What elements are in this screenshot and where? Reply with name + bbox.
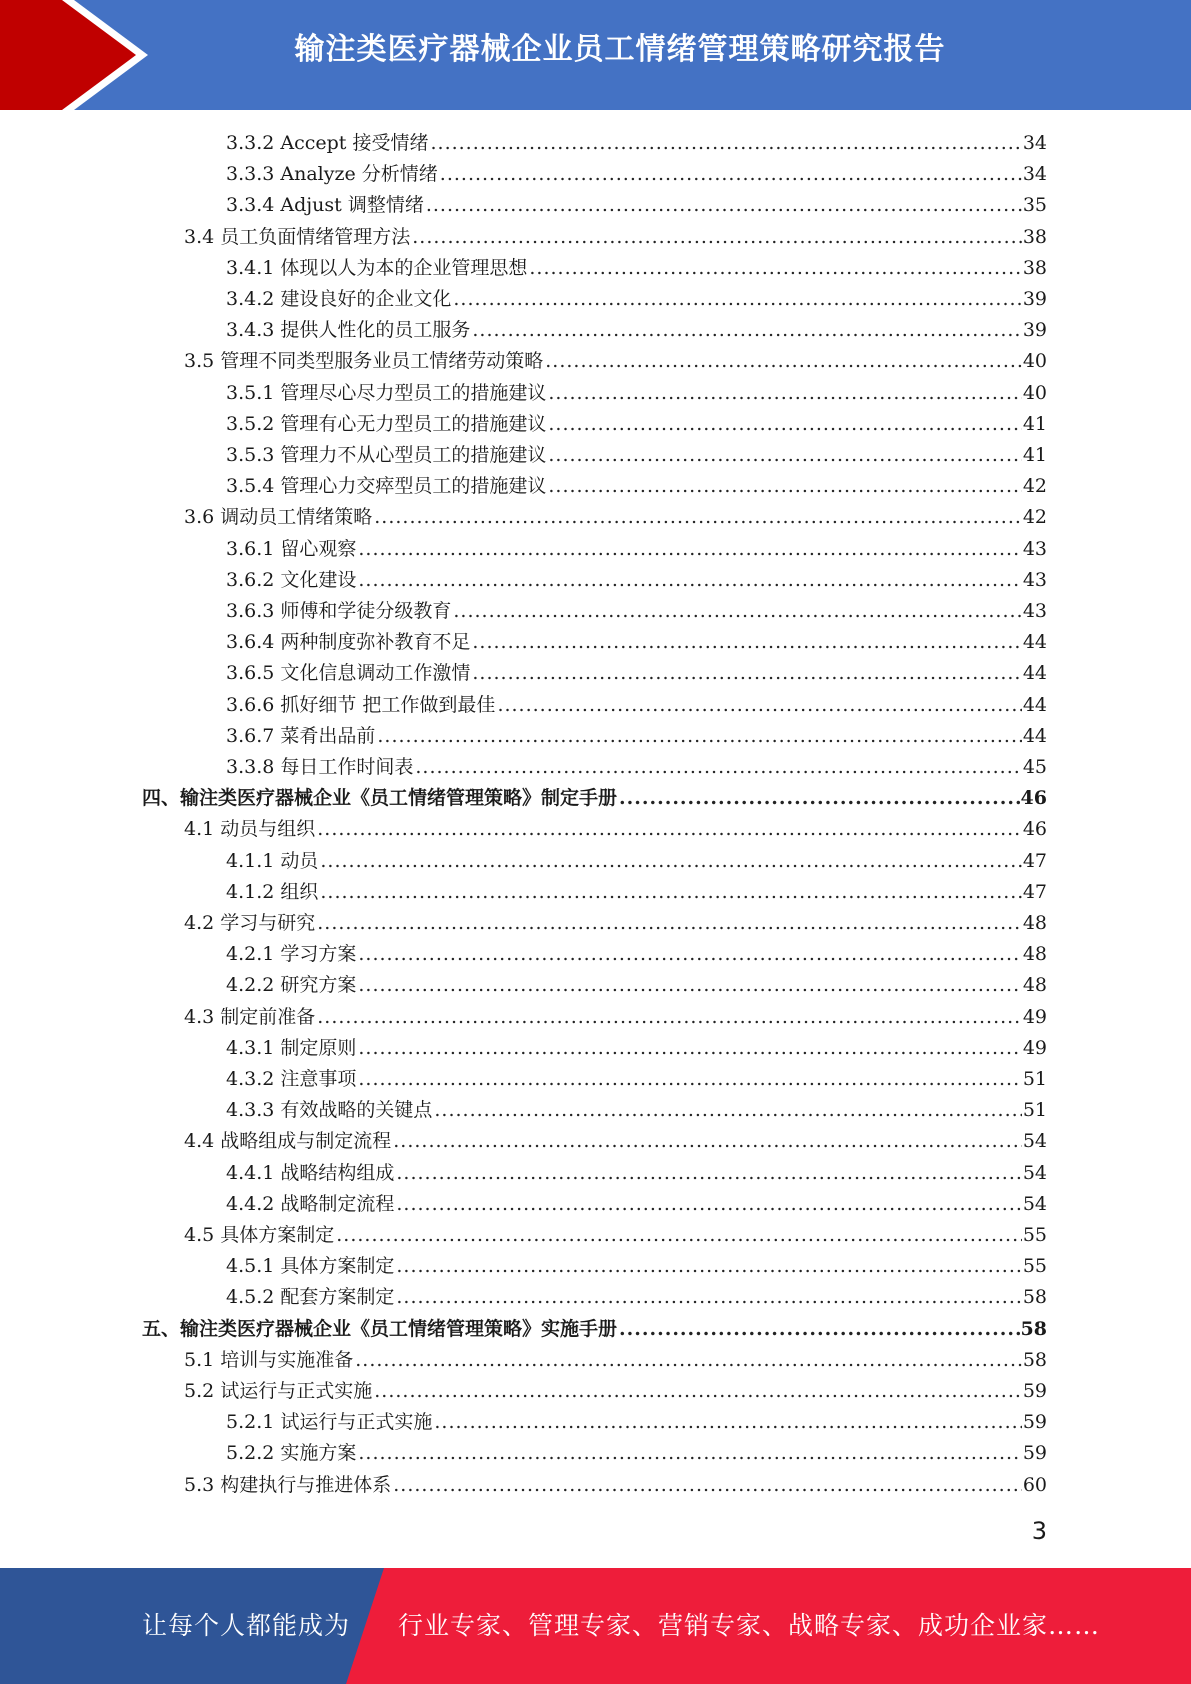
toc-entry[interactable]	[226, 159, 1047, 190]
toc-leader-dots	[548, 471, 1021, 502]
toc-entry-title: 3.6.5 文化信息调动工作激情	[226, 662, 471, 685]
toc-leader-dots	[430, 128, 1021, 159]
toc-entry[interactable]	[226, 627, 1047, 658]
toc-leader-dots	[412, 222, 1022, 253]
toc-leader-dots	[434, 1407, 1021, 1438]
footer-banner	[0, 1568, 1191, 1684]
toc-entry-page: 60	[1022, 1473, 1047, 1496]
toc-leader-dots	[472, 315, 1021, 346]
header-banner	[0, 0, 1191, 110]
toc-entry[interactable]	[184, 1470, 1047, 1501]
toc-entry[interactable]	[226, 1033, 1047, 1064]
toc-entry-title: 3.5.4 管理心力交瘁型员工的措施建议	[226, 475, 547, 498]
toc-entry[interactable]	[226, 1438, 1047, 1469]
toc-entry-title: 3.4.1 体现以人为本的企业管理思想	[226, 256, 528, 279]
toc-leader-dots	[396, 1282, 1021, 1313]
toc-leader-dots	[355, 1345, 1022, 1376]
toc-entry[interactable]	[184, 1002, 1047, 1033]
toc-entry[interactable]	[226, 752, 1047, 783]
toc-entry[interactable]	[226, 939, 1047, 970]
toc-entry-page: 54	[1022, 1192, 1047, 1215]
toc-entry-page: 43	[1022, 568, 1047, 591]
footer-slogan-right: 行业专家、管理专家、营销专家、战略专家、成功企业家……	[398, 1611, 1101, 1640]
toc-leader-dots	[396, 1251, 1021, 1282]
toc-entry-title: 5.3 构建执行与推进体系	[184, 1473, 392, 1496]
toc-entry-page: 39	[1022, 288, 1047, 310]
toc-entry-title: 4.1.2 组织	[226, 880, 319, 903]
toc-entry[interactable]	[226, 1251, 1047, 1282]
toc-entry-page: 43	[1022, 600, 1047, 622]
toc-entry-title: 3.3.8 每日工作时间表	[226, 756, 414, 778]
toc-entry-page: 44	[1022, 693, 1047, 716]
toc-entry-page: 58	[1022, 1286, 1047, 1309]
toc-entry-page: 40	[1022, 350, 1047, 373]
toc-leader-dots	[440, 159, 1022, 190]
toc-entry-title: 3.6.2 文化建设	[226, 568, 357, 591]
toc-leader-dots	[619, 1314, 1020, 1345]
toc-entry-page: 46	[1020, 787, 1047, 810]
toc-entry-page: 58	[1020, 1317, 1047, 1340]
toc-entry[interactable]	[226, 409, 1047, 440]
toc-entry-page: 47	[1022, 849, 1047, 872]
toc-entry-page: 41	[1022, 412, 1047, 435]
toc-entry-title: 4.1 动员与组织	[184, 818, 316, 841]
toc-entry[interactable]	[184, 1220, 1047, 1251]
toc-entry[interactable]	[226, 1064, 1047, 1095]
toc-entry-title: 3.6.4 两种制度弥补教育不足	[226, 631, 471, 654]
toc-entry[interactable]	[184, 222, 1047, 253]
toc-leader-dots	[548, 440, 1021, 471]
toc-entry-page: 48	[1022, 974, 1047, 997]
toc-entry-title: 3.3.4 Adjust 调整情绪	[226, 194, 424, 217]
page-title: 输注类医疗器械企业员工情绪管理策略研究报告	[294, 32, 946, 67]
toc-entry-page: 44	[1022, 631, 1047, 654]
toc-leader-dots	[529, 253, 1021, 284]
toc-entry-title: 3.4.3 提供人性化的员工服务	[226, 319, 471, 342]
toc-entry-title: 4.3.3 有效战略的关键点	[226, 1099, 433, 1122]
toc-entry-page: 45	[1022, 756, 1047, 778]
toc-entry[interactable]	[226, 471, 1047, 502]
toc-entry-title: 3.3.2 Accept 接受情绪	[226, 132, 429, 154]
toc-entry-page: 49	[1022, 1036, 1047, 1059]
toc-leader-dots	[336, 1220, 1022, 1251]
toc-entry-title: 4.5.1 具体方案制定	[226, 1255, 395, 1278]
toc-entry-title: 4.2.1 学习方案	[226, 943, 357, 966]
toc-entry[interactable]	[226, 284, 1047, 315]
toc-entry-page: 43	[1022, 537, 1047, 560]
toc-entry[interactable]	[184, 346, 1047, 377]
toc-entry[interactable]	[226, 1189, 1047, 1220]
toc-leader-dots	[548, 409, 1021, 440]
toc-leader-dots	[472, 627, 1021, 658]
toc-entry-title: 4.1.1 动员	[226, 849, 319, 872]
toc-entry-title: 3.5 管理不同类型服务业员工情绪劳动策略	[184, 350, 544, 373]
toc-entry[interactable]	[226, 877, 1047, 908]
toc-entry-title: 4.3 制定前准备	[184, 1005, 316, 1028]
toc-entry[interactable]	[226, 565, 1047, 596]
toc-leader-dots	[317, 908, 1022, 939]
toc-entry-title: 5.1 培训与实施准备	[184, 1348, 354, 1371]
toc-entry[interactable]	[226, 846, 1047, 877]
toc-entry-page: 39	[1022, 319, 1047, 342]
toc-entry[interactable]	[226, 128, 1047, 159]
toc-leader-dots	[358, 534, 1021, 565]
toc-leader-dots	[497, 690, 1021, 721]
toc-entry[interactable]	[184, 1376, 1047, 1407]
toc-leader-dots	[396, 1158, 1021, 1189]
toc-leader-dots	[374, 1376, 1022, 1407]
toc-entry-title: 5.2.1 试运行与正式实施	[226, 1411, 433, 1434]
toc-entry-page: 47	[1022, 880, 1047, 903]
toc-entry-title: 5.2.2 实施方案	[226, 1442, 357, 1465]
toc-entry[interactable]	[142, 1314, 1047, 1345]
toc-entry-title: 3.6.7 菜肴出品前	[226, 724, 376, 747]
toc-entry-title: 4.5 具体方案制定	[184, 1224, 335, 1246]
toc-leader-dots	[434, 1095, 1021, 1126]
toc-entry-page: 42	[1022, 506, 1047, 529]
toc-entry-page: 55	[1022, 1224, 1047, 1246]
toc-entry[interactable]	[184, 814, 1047, 845]
toc-entry-page: 46	[1022, 818, 1047, 841]
toc-entry[interactable]	[226, 690, 1047, 721]
toc-entry[interactable]	[184, 1126, 1047, 1157]
toc-entry-title: 5.2 试运行与正式实施	[184, 1380, 373, 1402]
toc-leader-dots	[374, 502, 1022, 533]
toc-entry-page: 34	[1022, 163, 1047, 186]
toc-entry[interactable]	[226, 253, 1047, 284]
toc-entry-page: 51	[1022, 1099, 1047, 1122]
toc-leader-dots	[472, 658, 1021, 689]
toc-entry[interactable]	[226, 658, 1047, 689]
toc-leader-dots	[358, 939, 1021, 970]
toc-entry-page: 58	[1022, 1348, 1047, 1371]
page-number: 3	[1031, 1517, 1047, 1545]
toc-entry[interactable]	[226, 440, 1047, 471]
toc-leader-dots	[320, 877, 1021, 908]
toc-entry-page: 38	[1022, 225, 1047, 248]
toc-entry[interactable]	[226, 721, 1047, 752]
toc-entry[interactable]	[184, 502, 1047, 533]
toc-leader-dots	[377, 721, 1021, 752]
toc-entry-title: 四、输注类医疗器械企业《员工情绪管理策略》制定手册	[142, 787, 618, 810]
toc-entry-title: 3.6.3 师傅和学徒分级教育	[226, 600, 452, 622]
toc-entry-page: 40	[1022, 381, 1047, 404]
toc-entry[interactable]	[226, 378, 1047, 409]
toc-entry-page: 51	[1022, 1068, 1047, 1090]
toc-entry-title: 3.5.1 管理尽心尽力型员工的措施建议	[226, 381, 547, 404]
toc-entry-page: 59	[1022, 1411, 1047, 1434]
toc-entry-title: 4.2 学习与研究	[184, 912, 316, 934]
toc-leader-dots	[317, 1002, 1022, 1033]
toc-entry[interactable]	[184, 1345, 1047, 1376]
toc-leader-dots	[426, 190, 1022, 221]
toc-entry-page: 35	[1022, 194, 1047, 217]
toc-entry-page: 59	[1022, 1380, 1047, 1402]
toc-entry[interactable]	[226, 534, 1047, 565]
toc-entry[interactable]	[226, 315, 1047, 346]
toc-leader-dots	[415, 752, 1021, 783]
toc-entry-page: 41	[1022, 444, 1047, 466]
toc-entry-title: 3.6.1 留心观察	[226, 537, 357, 560]
toc-leader-dots	[619, 783, 1020, 814]
toc-entry-title: 4.4 战略组成与制定流程	[184, 1130, 392, 1153]
toc-entry-page: 48	[1022, 912, 1047, 934]
toc-leader-dots	[317, 814, 1022, 845]
toc-entry[interactable]	[226, 596, 1047, 627]
toc-leader-dots	[548, 378, 1021, 409]
toc-entry-page: 44	[1022, 724, 1047, 747]
toc-leader-dots	[393, 1470, 1022, 1501]
toc-entry-page: 49	[1022, 1005, 1047, 1028]
toc-entry[interactable]	[226, 1158, 1047, 1189]
toc-leader-dots	[453, 284, 1021, 315]
toc-entry-page: 42	[1022, 475, 1047, 498]
toc-leader-dots	[396, 1189, 1021, 1220]
toc-entry-page: 44	[1022, 662, 1047, 685]
toc-entry-title: 3.3.3 Analyze 分析情绪	[226, 163, 438, 186]
toc-leader-dots	[358, 565, 1021, 596]
toc-entry[interactable]	[226, 1282, 1047, 1313]
toc-leader-dots	[545, 346, 1022, 377]
toc-entry[interactable]	[226, 1095, 1047, 1126]
toc-entry-page: 59	[1022, 1442, 1047, 1465]
toc-entry-page: 55	[1022, 1255, 1047, 1278]
toc-entry-page: 34	[1022, 132, 1047, 154]
toc-entry-title: 3.6.6 抓好细节 把工作做到最佳	[226, 693, 496, 716]
toc-entry-title: 4.5.2 配套方案制定	[226, 1286, 395, 1309]
toc-leader-dots	[358, 1064, 1021, 1095]
toc-entry-title: 3.5.2 管理有心无力型员工的措施建议	[226, 412, 547, 435]
toc-leader-dots	[320, 846, 1021, 877]
chevron-arrow-icon	[0, 0, 160, 110]
toc-leader-dots	[453, 596, 1021, 627]
toc-entry-title: 3.5.3 管理力不从心型员工的措施建议	[226, 444, 547, 466]
toc-leader-dots	[358, 1438, 1021, 1469]
toc-entry-page: 54	[1022, 1161, 1047, 1184]
toc-entry-title: 4.4.1 战略结构组成	[226, 1161, 395, 1184]
toc-entry-title: 五、输注类医疗器械企业《员工情绪管理策略》实施手册	[142, 1317, 618, 1340]
toc-entry[interactable]	[226, 1407, 1047, 1438]
toc-entry-title: 4.3.1 制定原则	[226, 1036, 357, 1059]
footer-slogan-left: 让每个人都能成为	[142, 1611, 351, 1640]
toc-entry-page: 48	[1022, 943, 1047, 966]
toc-leader-dots	[358, 970, 1021, 1001]
toc-entry[interactable]	[226, 970, 1047, 1001]
toc-entry-page: 38	[1022, 256, 1047, 279]
toc-entry-title: 3.4 员工负面情绪管理方法	[184, 225, 411, 248]
toc-entry-title: 3.6 调动员工情绪策略	[184, 506, 373, 529]
toc-leader-dots	[358, 1033, 1021, 1064]
toc-entry[interactable]	[184, 908, 1047, 939]
toc-entry-title: 3.4.2 建设良好的企业文化	[226, 288, 452, 310]
toc-leader-dots	[393, 1126, 1022, 1157]
toc-entry-title: 4.2.2 研究方案	[226, 974, 357, 997]
toc-entry-page: 54	[1022, 1130, 1047, 1153]
toc-entry-title: 4.3.2 注意事项	[226, 1068, 357, 1090]
toc-entry[interactable]	[226, 190, 1047, 221]
toc-entry-title: 4.4.2 战略制定流程	[226, 1192, 395, 1215]
toc-entry[interactable]	[142, 783, 1047, 814]
